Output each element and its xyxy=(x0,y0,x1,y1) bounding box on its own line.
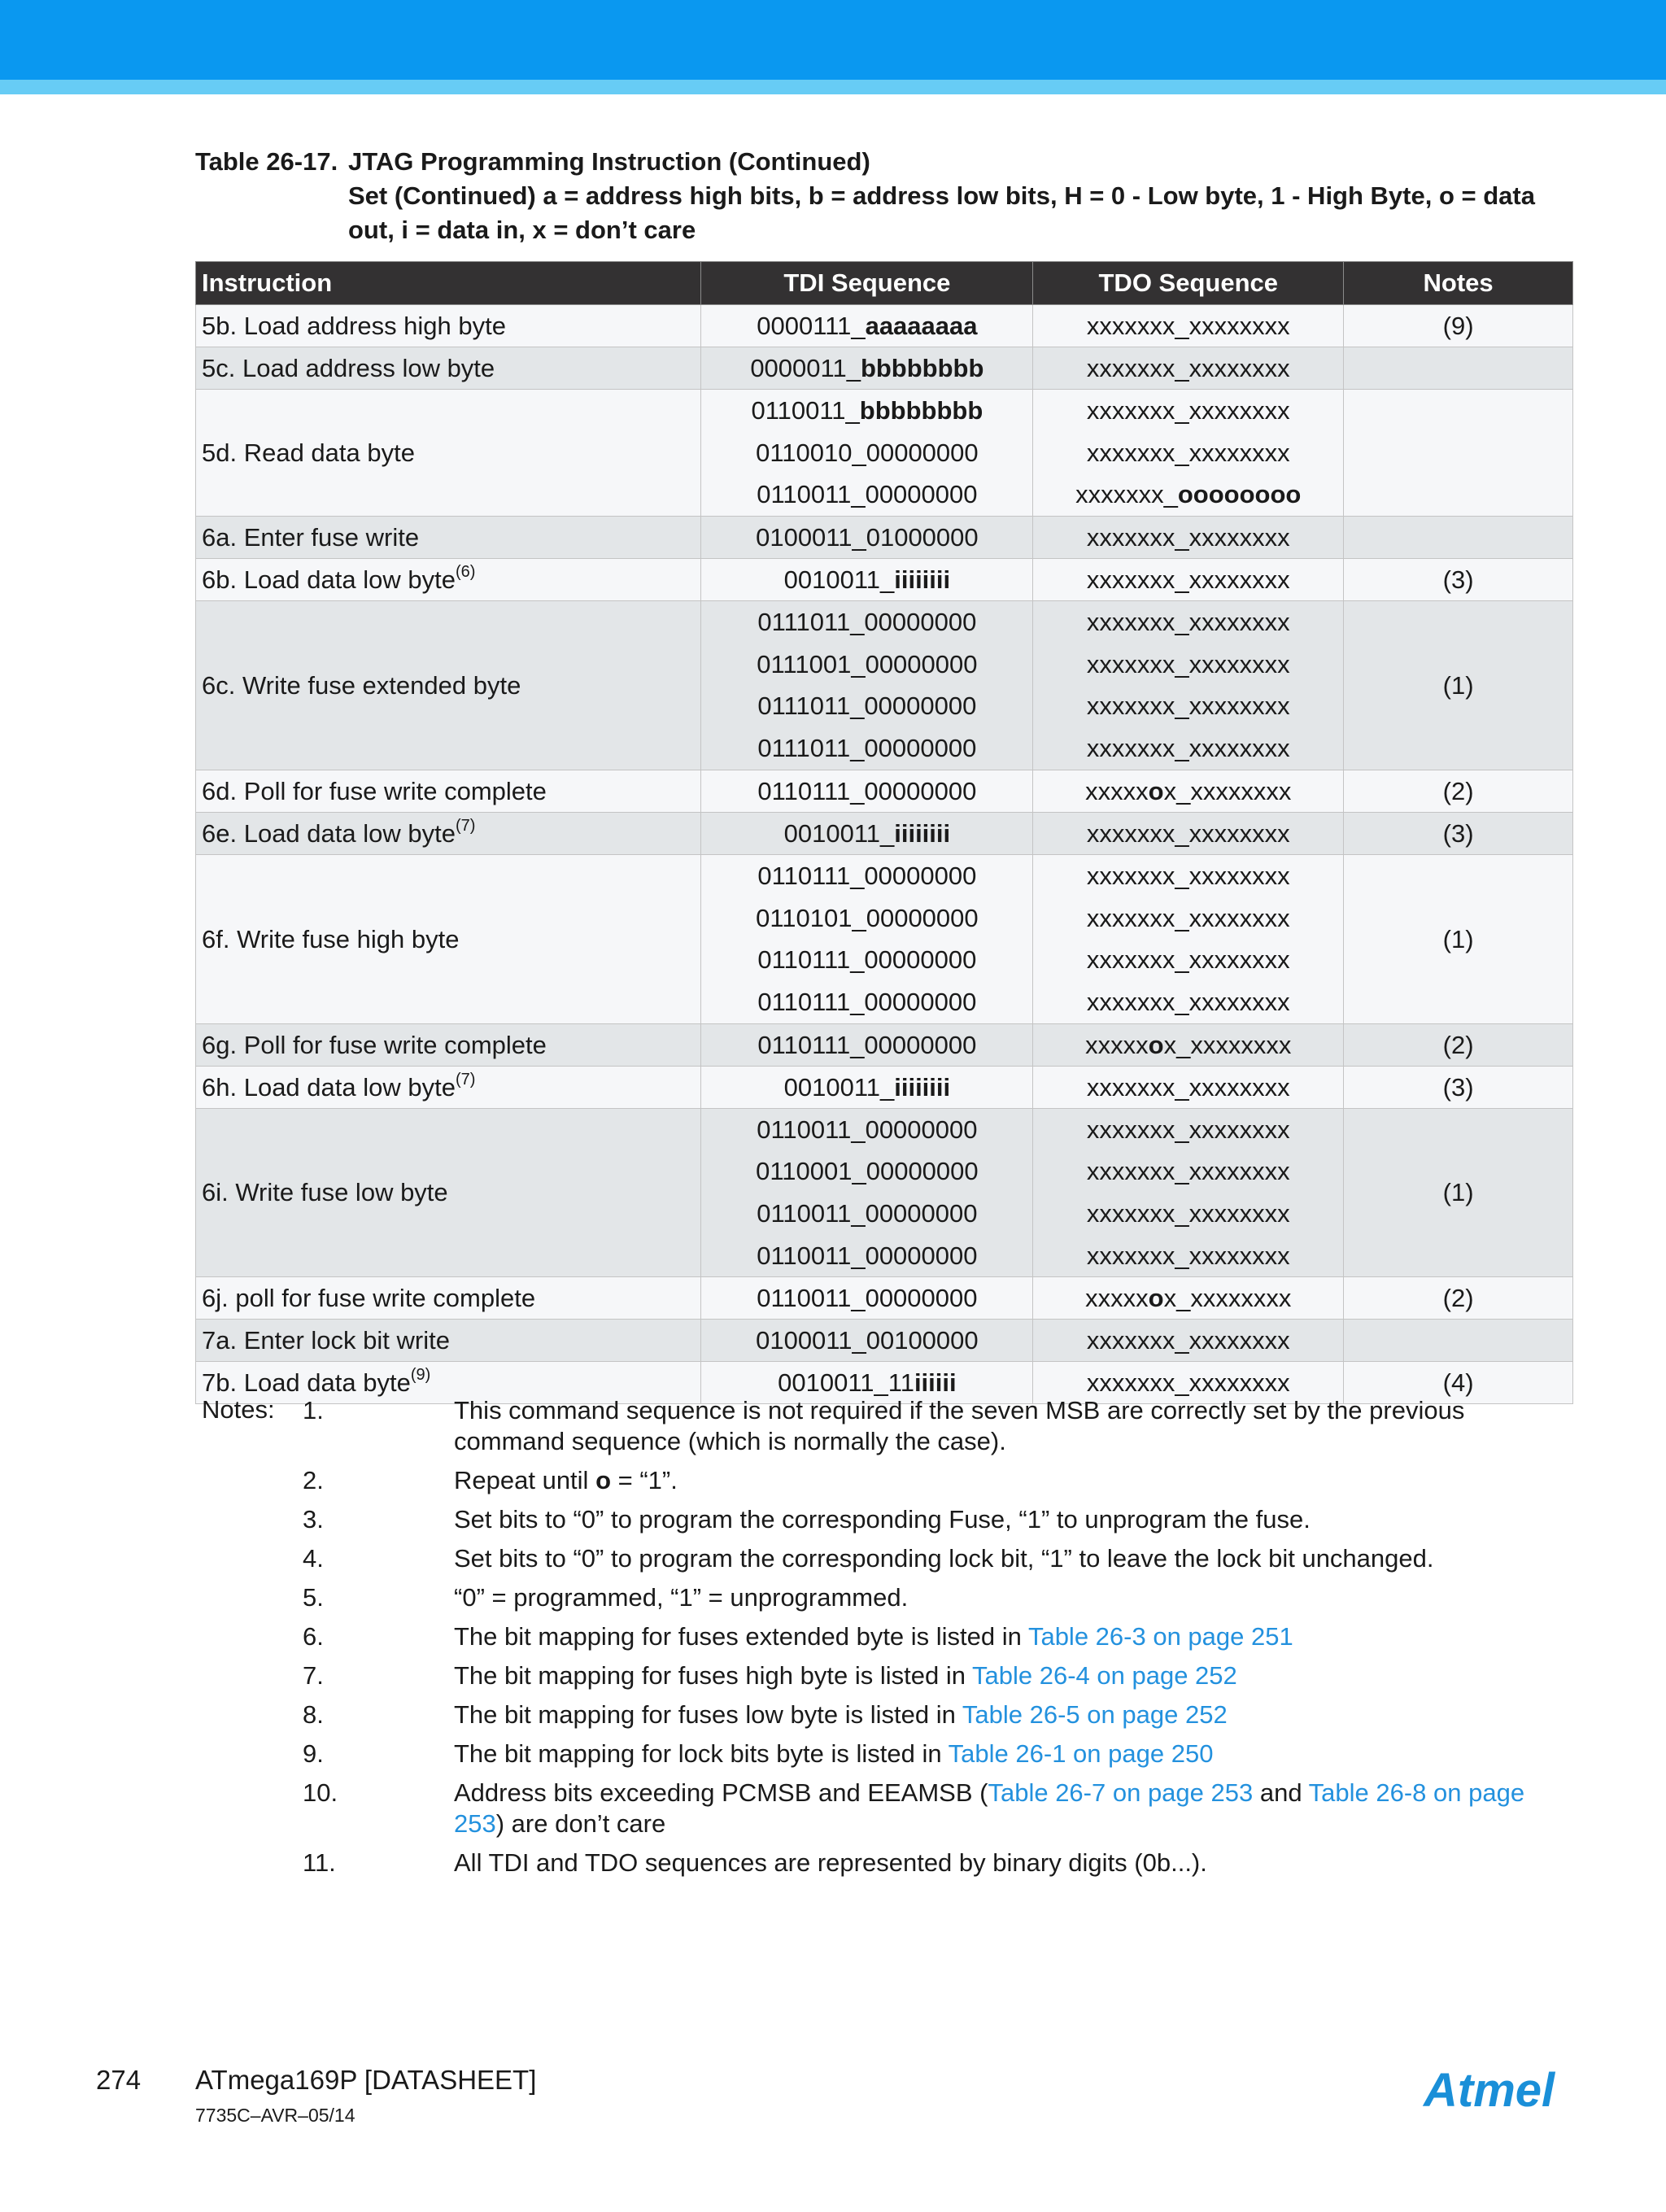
instruction-cell: 6f. Write fuse high byte xyxy=(196,854,701,1023)
table-row xyxy=(196,559,1573,601)
notes-label: Notes: xyxy=(202,1395,275,1424)
document-title: ATmega169P [DATASHEET] xyxy=(195,2065,537,2095)
tdo-cell: xxxxxox_xxxxxxxx xyxy=(1033,1023,1344,1066)
instruction-cell: 5d. Read data byte xyxy=(196,390,701,517)
tdo-cell: xxxxxxx_xxxxxxxx xyxy=(1033,347,1344,390)
tdi-cell: 0010011_iiiiiiii xyxy=(701,1066,1033,1108)
instruction-cell: 6c. Write fuse extended byte xyxy=(196,601,701,770)
notes-cell xyxy=(1344,390,1573,517)
table-row xyxy=(196,1066,1573,1108)
notes-cell xyxy=(1344,517,1573,559)
table-row xyxy=(196,347,1573,390)
table-row xyxy=(196,601,1573,770)
instruction-cell: 6j. poll for fuse write complete xyxy=(196,1277,701,1320)
caption-line-2: Set (Continued) a = address high bits, b = address low bits, H = 0 - Low byte, 1 - High Byte, o = data xyxy=(348,181,1535,210)
header-tdo-sequence: TDO Sequence xyxy=(1033,262,1344,305)
table-row xyxy=(196,812,1573,854)
caption-line-3: out, i = data in, x = don’t care xyxy=(348,216,696,244)
tdo-cell: xxxxxox_xxxxxxxx xyxy=(1033,1277,1344,1320)
jtag-instruction-table xyxy=(195,261,1573,1404)
link-table-26-5[interactable]: Table 26-5 on page 252 xyxy=(962,1700,1228,1729)
header-bar xyxy=(0,0,1666,80)
tdi-cell: 0110111_00000000 0110101_00000000 0110111_00000000 0110111_00000000 xyxy=(701,854,1033,1023)
tdi-cell: 0010011_iiiiiiii xyxy=(701,559,1033,601)
table-row xyxy=(196,305,1573,347)
tdi-cell: 0110111_00000000 xyxy=(701,1023,1033,1066)
instruction-cell: 7b. Load data byte$^{(9)}$ xyxy=(196,1362,701,1404)
table-header-row xyxy=(196,262,1573,305)
notes-cell: (3) xyxy=(1344,812,1573,854)
tdi-cell: 0110011_00000000 0110001_00000000 0110011_00000000 0110011_00000000 xyxy=(701,1108,1033,1277)
notes-cell: (1) xyxy=(1344,1108,1573,1277)
table-row xyxy=(196,1277,1573,1320)
header-instruction: Instruction xyxy=(196,262,701,305)
instruction-cell: 6a. Enter fuse write xyxy=(196,517,701,559)
tdo-cell: xxxxxxx_xxxxxxxx xxxxxxx_xxxxxxxx xxxxxxx_xxxxxxxx xxxxxxx_xxxxxxxx xyxy=(1033,854,1344,1023)
tdi-cell: 0000111_aaaaaaaa xyxy=(701,305,1033,347)
tdo-cell: xxxxxxx_xxxxxxxx xyxy=(1033,1320,1344,1362)
document-revision: 7735C–AVR–05/14 xyxy=(195,2105,355,2126)
notes-cell: (2) xyxy=(1344,770,1573,812)
tdo-cell: xxxxxxx_xxxxxxxx xyxy=(1033,305,1344,347)
notes-cell: (3) xyxy=(1344,559,1573,601)
caption-label: Table 26-17. xyxy=(195,147,338,176)
table-caption xyxy=(195,145,1546,247)
instruction-cell: 6d. Poll for fuse write complete xyxy=(196,770,701,812)
instruction-cell: 6i. Write fuse low byte xyxy=(196,1108,701,1277)
link-table-26-7[interactable]: Table 26-7 on page 253 xyxy=(988,1778,1254,1807)
caption-title: JTAG Programming Instruction (Continued) xyxy=(348,147,870,176)
notes-cell: (4) xyxy=(1344,1362,1573,1404)
tdo-cell: xxxxxxx_xxxxxxxx xxxxxxx_xxxxxxxx xxxxxxx_xxxxxxxx xxxxxxx_xxxxxxxx xyxy=(1033,601,1344,770)
table-row xyxy=(196,390,1573,517)
logo-text: Atmel xyxy=(1424,2064,1555,2117)
header-tdi-sequence: TDI Sequence xyxy=(701,262,1033,305)
notes-cell: (2) xyxy=(1344,1023,1573,1066)
tdi-cell: 0111011_00000000 0111001_00000000 0111011_00000000 0111011_00000000 xyxy=(701,601,1033,770)
tdi-cell: 0110011_bbbbbbbb 0110010_00000000 0110011_00000000 xyxy=(701,390,1033,517)
page-number: 274 xyxy=(96,2065,142,2095)
tdo-cell: xxxxxxx_xxxxxxxx xyxy=(1033,812,1344,854)
table-row xyxy=(196,854,1573,1023)
table-row xyxy=(196,1320,1573,1362)
notes-cell: (1) xyxy=(1344,601,1573,770)
tdo-cell: xxxxxxx_xxxxxxxx xyxy=(1033,1362,1344,1404)
notes-cell: (2) xyxy=(1344,1277,1573,1320)
instruction-cell: 5b. Load address high byte xyxy=(196,305,701,347)
tdo-cell: xxxxxox_xxxxxxxx xyxy=(1033,770,1344,812)
notes-cell: (3) xyxy=(1344,1066,1573,1108)
tdo-cell: xxxxxxx_xxxxxxxx xyxy=(1033,559,1344,601)
instruction-cell: 6g. Poll for fuse write complete xyxy=(196,1023,701,1066)
tdo-cell: xxxxxxx_xxxxxxxx xyxy=(1033,1066,1344,1108)
tdi-cell: 0010011_11iiiiii xyxy=(701,1362,1033,1404)
tdi-cell: 0100011_01000000 xyxy=(701,517,1033,559)
tdo-cell: xxxxxxx_xxxxxxxx xyxy=(1033,517,1344,559)
link-table-26-8[interactable]: Table 26-8 on page 253 xyxy=(454,1778,1525,1838)
tdi-cell: 0000011_bbbbbbbb xyxy=(701,347,1033,390)
notes-cell xyxy=(1344,1320,1573,1362)
tdo-cell: xxxxxxx_xxxxxxxx xxxxxxx_xxxxxxxx xxxxxxx_oooooooo xyxy=(1033,390,1344,517)
link-table-26-1[interactable]: Table 26-1 on page 250 xyxy=(948,1739,1214,1768)
instruction-cell: 6b. Load data low byte$^{(6)}$ xyxy=(196,559,701,601)
instruction-cell: 6h. Load data low byte$^{(7)}$ xyxy=(196,1066,701,1108)
instruction-cell: 6e. Load data low byte$^{(7)}$ xyxy=(196,812,701,854)
notes-cell: (9) xyxy=(1344,305,1573,347)
table-row xyxy=(196,1023,1573,1066)
header-stripe xyxy=(0,80,1666,94)
tdi-cell: 0110111_00000000 xyxy=(701,770,1033,812)
tdi-cell: 0010011_iiiiiiii xyxy=(701,812,1033,854)
tdi-cell: 0110011_00000000 xyxy=(701,1277,1033,1320)
instruction-cell: 5c. Load address low byte xyxy=(196,347,701,390)
atmel-logo xyxy=(1422,2061,1573,2118)
tdi-cell: 0100011_00100000 xyxy=(701,1320,1033,1362)
table-row xyxy=(196,1108,1573,1277)
table-row xyxy=(196,770,1573,812)
instruction-cell: 7a. Enter lock bit write xyxy=(196,1320,701,1362)
notes-cell: (1) xyxy=(1344,854,1573,1023)
header-notes: Notes xyxy=(1344,262,1573,305)
link-table-26-4[interactable]: Table 26-4 on page 252 xyxy=(972,1661,1237,1690)
tdo-cell: xxxxxxx_xxxxxxxx xxxxxxx_xxxxxxxx xxxxxxx_xxxxxxxx xxxxxxx_xxxxxxxx xyxy=(1033,1108,1344,1277)
notes-cell xyxy=(1344,347,1573,390)
link-table-26-3[interactable]: Table 26-3 on page 251 xyxy=(1027,1622,1293,1651)
table-row xyxy=(196,517,1573,559)
